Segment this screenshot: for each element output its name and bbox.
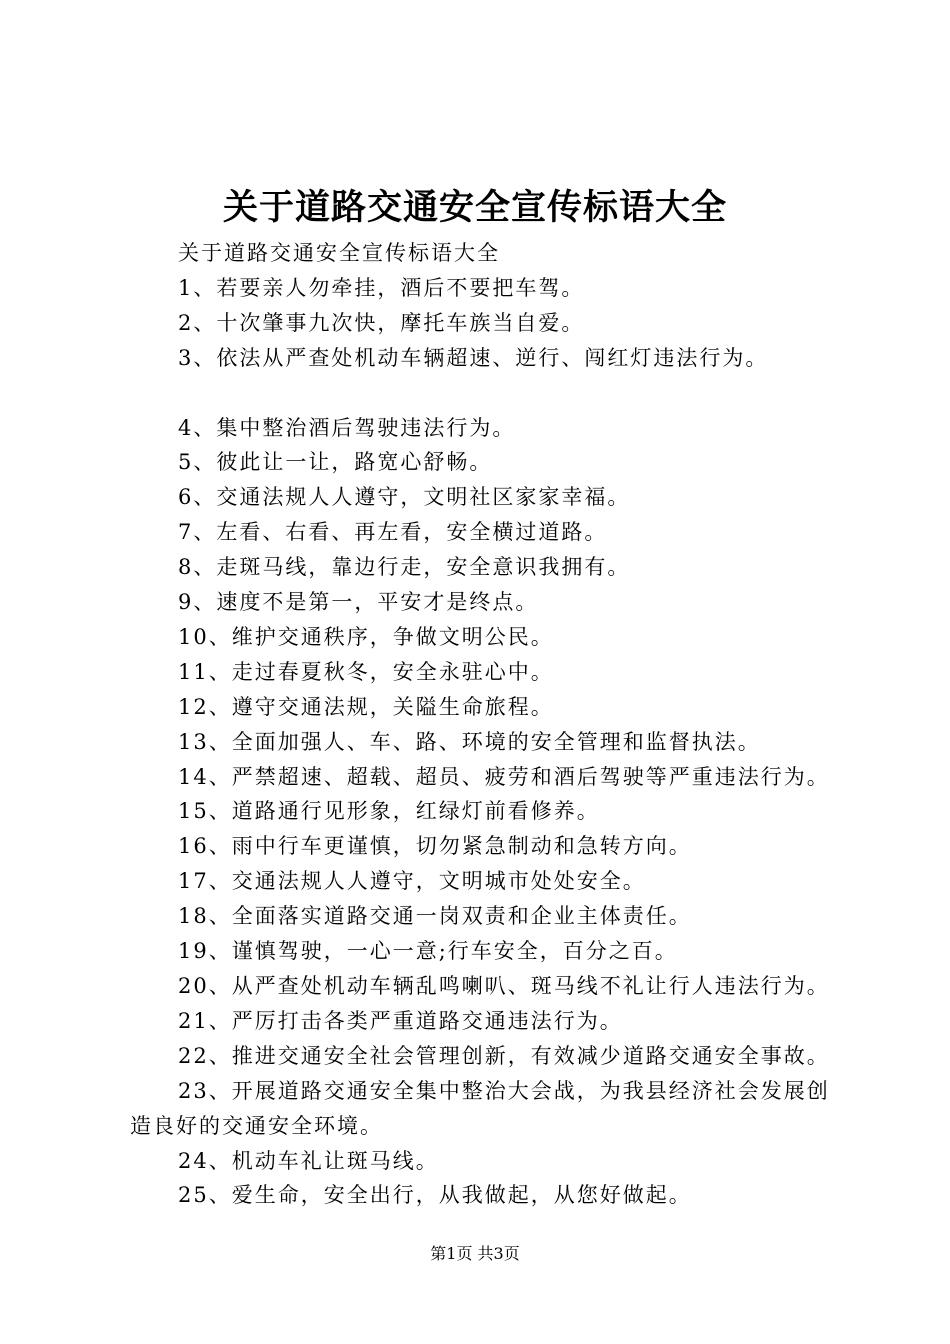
slogan-item: 4、集中整治酒后驾驶违法行为。 — [178, 415, 516, 440]
slogan-item: 5、彼此让一让，路宽心舒畅。 — [178, 450, 493, 475]
slogan-item: 2、十次肇事九次快，摩托车族当自爱。 — [178, 310, 585, 335]
slogan-item: 7、左看、右看、再左看，安全横过道路。 — [178, 520, 608, 545]
page-footer: 第1页 共3页 — [430, 1244, 520, 1263]
slogan-item: 21、严厉打击各类严重道路交通违法行为。 — [178, 1008, 623, 1033]
slogan-item: 24、机动车礼让斑马线。 — [178, 1148, 439, 1173]
slogan-item: 16、雨中行车更谨慎，切勿紧急制动和急转方向。 — [178, 834, 692, 859]
slogan-item: 14、严禁超速、超载、超员、疲劳和酒后驾驶等严重违法行为。 — [178, 764, 830, 789]
slogan-item: 6、交通法规人人遵守，文明社区家家幸福。 — [178, 485, 631, 510]
slogan-item: 17、交通法规人人遵守，文明城市处处安全。 — [178, 869, 646, 894]
slogan-item: 20、从严查处机动车辆乱鸣喇叭、斑马线不礼让行人违法行为。 — [178, 974, 830, 999]
slogan-item: 23、开展道路交通安全集中整治大会战，为我县经济社会发展创造良好的交通安全环境。 — [130, 1078, 830, 1138]
slogan-item: 1、若要亲人勿牵挂，酒后不要把车驾。 — [178, 275, 585, 300]
slogan-item: 25、爱生命，安全出行，从我做起，从您好做起。 — [178, 1183, 692, 1208]
slogan-item: 9、速度不是第一，平安才是终点。 — [178, 590, 539, 615]
document-subtitle: 关于道路交通安全宣传标语大全 — [178, 241, 500, 265]
slogan-item: 18、全面落实道路交通一岗双责和企业主体责任。 — [178, 904, 692, 929]
blank-line — [130, 376, 830, 411]
slogan-item: 10、维护交通秩序，争做文明公民。 — [178, 624, 554, 649]
slogan-item: 12、遵守交通法规，关隘生命旅程。 — [178, 694, 554, 719]
document-body — [130, 236, 830, 1213]
slogan-item: 13、全面加强人、车、路、环境的安全管理和监督执法。 — [178, 729, 761, 754]
slogan-item: 3、依法从严查处机动车辆超速、逆行、闯红灯违法行为。 — [178, 345, 769, 370]
slogan-item: 8、走斑马线，靠边行走，安全意识我拥有。 — [178, 555, 631, 580]
slogan-item: 22、推进交通安全社会管理创新，有效减少道路交通安全事故。 — [178, 1043, 830, 1068]
document-title: 关于道路交通安全宣传标语大全 — [222, 187, 727, 228]
slogan-item: 15、道路通行见形象，红绿灯前看修养。 — [178, 799, 600, 824]
slogan-item: 11、走过春夏秋冬，安全永驻心中。 — [178, 659, 554, 684]
slogan-item: 19、谨慎驾驶，一心一意;行车安全，百分之百。 — [178, 939, 678, 964]
